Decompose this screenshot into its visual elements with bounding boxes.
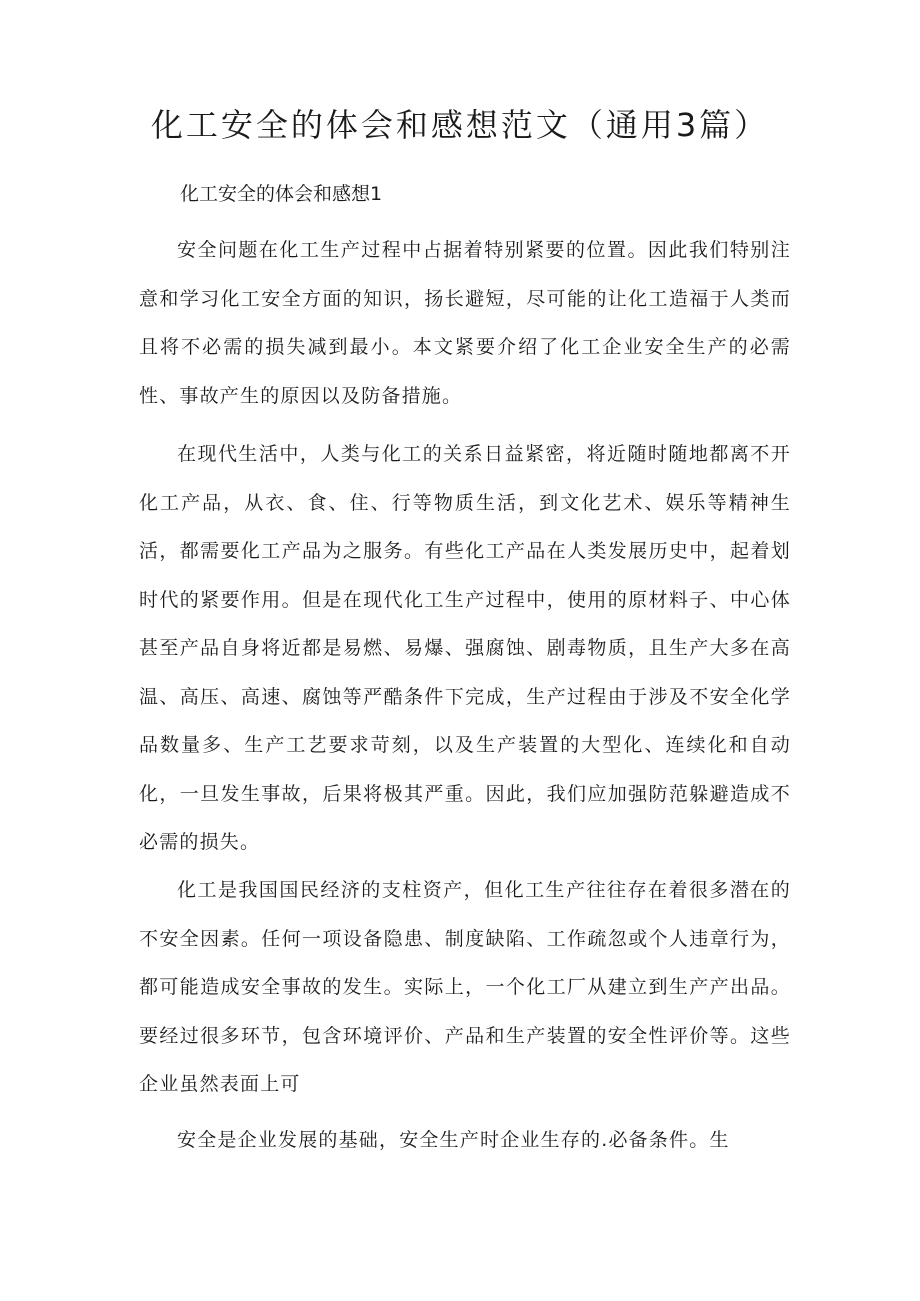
document-title: 化工安全的体会和感想范文（通用3篇） [150, 106, 770, 144]
paragraph-4: 安全是企业发展的基础，安全生产时企业生存的.必备条件。生 [177, 1129, 730, 1151]
paragraph-1: 安全问题在化工生产过程中占据着特别紧要的位置。因此我们特别注意和学习化工安全方面的知识，扬长避短，尽可能的让化工造福于人类而且将不必需的损失减到最小。本文紧要介绍了化工企业安全生产的必需性、事故产生的原因以及防备措施。 [139, 239, 791, 407]
section-heading: 化工安全的体会和感想1 [180, 183, 383, 205]
paragraph-3: 化工是我国国民经济的支柱资产，但化工生产往往存在着很多潜在的不安全因素。任何一项设备隐患、制度缺陷、工作疏忽或个人违章行为，都可能造成安全事故的发生。实际上，一个化工厂从建立到生产产出品。要经过很多环节，包含环境评价、产品和生产装置的安全性评价等。这些企业虽然表面上可 [139, 879, 791, 1095]
paragraph-2: 在现代生活中，人类与化工的关系日益紧密，将近随时随地都离不开化工产品，从衣、食、住、行等物质生活，到文化艺术、娱乐等精神生活，都需要化工产品为之服务。有些化工产品在人类发展历史中，起着划时代的紧要作用。但是在现代化工生产过程中，使用的原材料子、中心体甚至产品自身将近都是易燃、易爆、强腐蚀、剧毒物质，且生产大多在高温、高压、高速、腐蚀等严酷条件下完成，生产过程由于涉及不安全化学品数量多、生产工艺要求苛刻，以及生产装置的大型化、连续化和自动化，一旦发生事故，后果将极其严重。因此，我们应加强防范躲避造成不必需的损失。 [139, 443, 791, 853]
